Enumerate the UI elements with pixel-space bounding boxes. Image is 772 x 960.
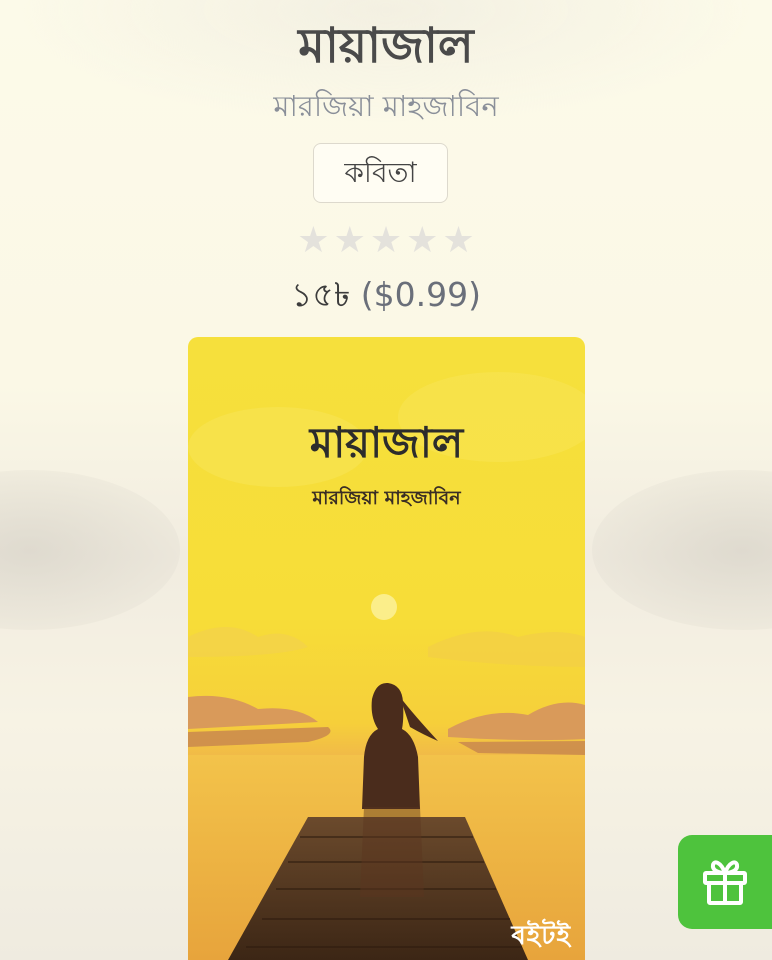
background-glow-left — [0, 470, 180, 630]
price — [0, 272, 772, 318]
star-icon[interactable]: ★ — [406, 220, 439, 261]
book-title: মায়াজাল — [298, 18, 474, 74]
star-icon[interactable]: ★ — [442, 220, 475, 261]
background-glow-right — [592, 470, 772, 630]
cover-title: মায়াজাল — [309, 418, 464, 467]
price-usd: ($0.99) — [360, 275, 481, 314]
price-bdt: ১৫৳ — [291, 275, 351, 314]
star-icon[interactable]: ★ — [297, 220, 330, 261]
rating-stars[interactable] — [286, 221, 486, 261]
cover-author: মারজিয়া মাহজাবিন — [312, 487, 461, 509]
star-icon[interactable]: ★ — [369, 220, 403, 261]
gift-button[interactable] — [678, 835, 772, 929]
book-author[interactable]: মারজিয়া মাহজাবিন — [273, 89, 499, 123]
book-cover[interactable] — [188, 337, 585, 960]
publisher-logo: বইটই — [511, 921, 571, 951]
gift-icon — [700, 857, 750, 907]
star-icon[interactable]: ★ — [333, 220, 366, 261]
genre-tag[interactable]: কবিতা — [313, 143, 448, 203]
